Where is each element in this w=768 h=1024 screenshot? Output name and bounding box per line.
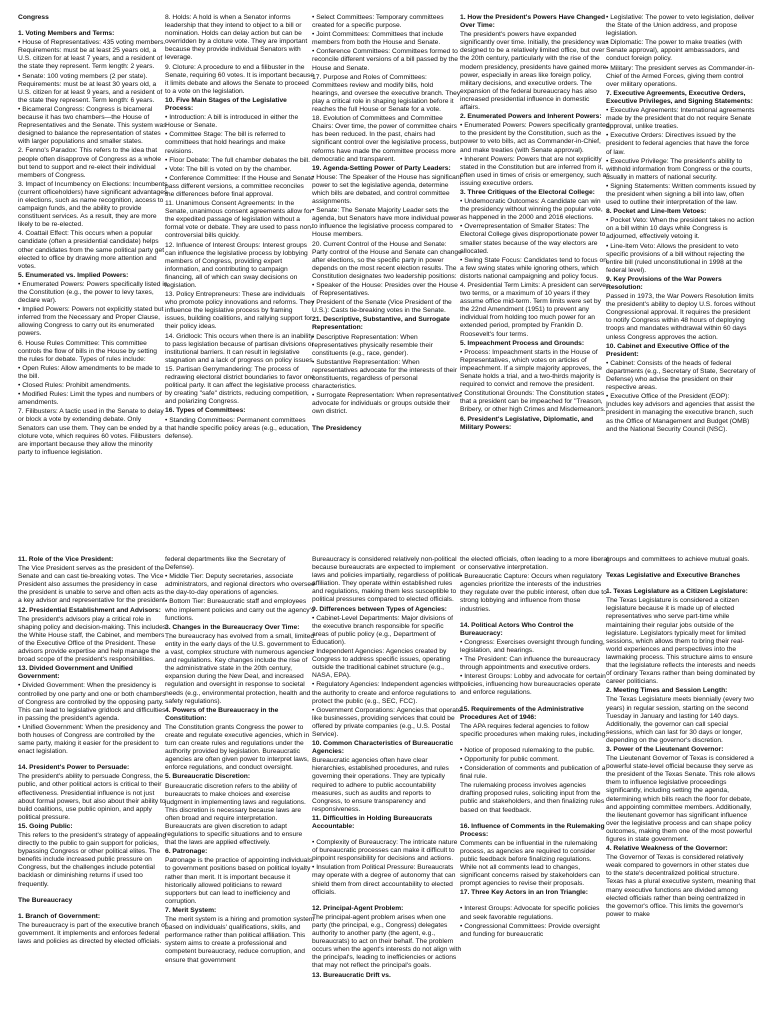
paragraph: • Senate: 100 voting members (2 per state). Requirements: must be at least 30 years old, a U.S. citizen for at least 9 years, and a resident of the state they represent. Term length: 6 years. bbox=[18, 72, 163, 104]
section-heading: 5. Bureaucratic Discretion: bbox=[165, 773, 251, 781]
paragraph: The Vice President serves as the president of the Senate and can cast tie-breaking votes. The Vice President also assumes the presidency in case the president is unable to serve and often acts as a key advisor and representative for the president. bbox=[18, 565, 167, 605]
paragraph: • Middle Tier: Deputy secretaries, associate administrators, and regional directors who oversee the day-to-day operations of agencies. bbox=[165, 573, 315, 597]
section-heading: The Bureaucracy bbox=[18, 896, 73, 904]
paragraph: • Open Rules: Allow amendments to be made to the bill. bbox=[18, 364, 161, 380]
paragraph: • Conference Committees: Committees formed to reconcile different versions of a bill passed by the House and Senate. bbox=[312, 48, 458, 72]
top-column-5 bbox=[606, 14, 756, 544]
section-heading: 17. Three Key Actors in an Iron Triangle: bbox=[460, 889, 588, 897]
paragraph: 8. Holds: A hold is when a Senator informs leadership that they intend to object to a bill or nomination. Holds can delay action but can be overridden by a cloture vote. They are important because they provide individual Senators with leverage. bbox=[165, 14, 308, 62]
paragraph: 20. Current Control of the House and Senate: Party control of the House and Senate can change after elections, so the specific party in power depends on the most recent election results. The Constitution designates two leadership positions: bbox=[312, 240, 462, 280]
section-heading: The Presidency bbox=[312, 424, 362, 432]
paragraph: • Cabinet: Consists of the heads of federal departments (e.g., Secretary of State, Secretary of Defense) who advise the president on their respective areas. bbox=[606, 359, 756, 392]
section-heading: 1. How the President's Powers Have Changed Over Time: bbox=[460, 14, 606, 30]
paragraph: The president's advisors play a critical role in shaping policy and decision-making. This includes the White House staff, the Cabinet, and members of the Executive Office of the President. These advisors provide expertise and help manage the broad scope of the president's responsibilities. bbox=[18, 615, 167, 664]
section-heading: 13. Bureaucratic Drift vs. bbox=[312, 971, 391, 979]
paragraph: • Complexity of Bureaucracy: The intricate nature of bureaucratic processes can make it difficult to pinpoint responsibility for decisions and actions. bbox=[312, 839, 458, 863]
section-heading: 12. Principal-Agent Problem: bbox=[312, 904, 404, 912]
paragraph: federal departments like the Secretary of Defense). bbox=[165, 556, 286, 572]
top-column-2 bbox=[165, 14, 315, 544]
section-heading: Congress bbox=[18, 14, 49, 21]
paragraph: • Overrepresentation of Smaller States: The Electoral College gives disproportionate power to smaller states because of the way electors are allocated. bbox=[460, 223, 606, 255]
section-heading: 2. Meeting Times and Session Length: bbox=[606, 687, 728, 695]
paragraph: 4. Presidential Term Limits: A president can serve two terms, or a maximum of 10 years if they assume office mid-term. Term limits were set by the 22nd Amendment (1951) to prevent any individual from holding too much power for an extended period, prompted by Franklin D. Roosevelt's four terms. bbox=[460, 282, 606, 338]
section-heading: 16. Influence of Comments in the Rulemaking Process: bbox=[460, 822, 605, 838]
paragraph: The principal-agent problem arises when one party (the principal, e.g., Congress) delegates authority to another party (the agent, e.g., bureaucrats) to act on their behalf. The problem occurs when the agent's interests do not align with the principal's, leading to inefficiencies or actions that may not reflect the principal's goals. bbox=[312, 913, 462, 970]
section-heading: 5. Enumerated vs. Implied Powers: bbox=[18, 271, 129, 279]
paragraph: 14. Gridlock: This occurs when there is an inability to pass legislation because of partisan divisions or institutional barriers. It can result in legislative stagnation and a lack of progress on policy issues. bbox=[165, 332, 315, 364]
paragraph: • Bureaucratic Capture: Occurs when regulatory agencies prioritize the interests of the industries they regulate over the public interest, often due to strong lobbying and influence from those industries. bbox=[460, 573, 607, 613]
section-heading: 3. Power of the Lieutenant Governor: bbox=[606, 745, 724, 753]
paragraph: • Executive Privilege: The president's ability to withhold information from Congress or the courts, usually in matters of national security. bbox=[606, 157, 753, 181]
section-heading: 19. Agenda-Setting Power of Party Leaders: bbox=[312, 164, 451, 172]
paragraph: The merit system is a hiring and promotion system based on individuals' qualifications, skills, and performance rather than political affiliation. This system aims to create a professional and competent bureaucracy, reduce corruption, and ensure that government bbox=[165, 916, 315, 964]
paragraph: • Executive Agreements: International agreements made by the president that do not require Senate approval, unlike treaties. bbox=[606, 107, 755, 131]
section-heading: 9. Key Provisions of the War Powers Resolution: bbox=[606, 275, 722, 291]
section-heading: 6. Patronage: bbox=[165, 848, 208, 856]
paragraph: • Process: Impeachment starts in the House of Representatives, which votes on articles of impeachment. If a simple majority approves, the Senate holds a trial, and a two-thirds majority is required to convict and remove the president. bbox=[460, 348, 602, 389]
paragraph: groups and committees to achieve mutual goals. bbox=[606, 556, 750, 563]
paragraph: 11. Unanimous Consent Agreements: In the Senate, unanimous consent agreements allow for the expedited passage of legislation without a formal vote or debate. They are used to pass non-controversial bills quickly. bbox=[165, 200, 314, 240]
paragraph: the elected officials, often leading to a more liberal or conservative interpretation. bbox=[460, 556, 609, 572]
paragraph: • Senate: The Senate Majority Leader sets the agenda, but Senators have more individual power to influence the legislative process compared to House members. bbox=[312, 207, 460, 239]
paragraph: 9. Cloture: A procedure to end a filibuster in the Senate, requiring 60 votes. It is important because it limits debate and allows the Senate to proceed to a vote on the legislation. bbox=[165, 63, 315, 95]
paragraph: • Signing Statements: Written comments issued by the president when signing a bill into law, often used to outline their interpretation of the law. bbox=[606, 182, 756, 207]
section-heading: 15. Going Public: bbox=[18, 822, 73, 830]
section-heading: 8. Pocket and Line-Item Vetoes: bbox=[606, 208, 707, 216]
paragraph: • Executive Orders: Directives issued by the president to federal agencies that have the force of law. bbox=[606, 132, 750, 156]
paragraph: 17. Purpose and Roles of Committees: Committees review and modify bills, hold hearings, and oversee the executive branch. They play a critical role in shaping legislation before it reaches the full House or Senate for a vote. bbox=[312, 73, 461, 114]
paragraph: • Interest Groups: Lobby and advocate for certain policies, influencing how bureaucracies operate and enforce regulations. bbox=[460, 673, 606, 697]
paragraph: The APA requires federal agencies to follow specific procedures when making rules, including: bbox=[460, 722, 608, 738]
paragraph: • Joint Committees: Committees that include members from both the House and Senate. bbox=[312, 31, 444, 47]
paragraph: 4. Coattail Effect: This occurs when a popular candidate (often a presidential candidate) helps other candidates from the same political party get elected to office by drawing more attention and votes. bbox=[18, 230, 165, 270]
paragraph: • Congress: Exercises oversight through funding, legislation, and hearings. bbox=[460, 638, 605, 654]
section-heading: 1. Texas Legislature as a Citizen Legislature: bbox=[606, 588, 748, 596]
paragraph: • House of Representatives: 435 voting members. Requirements: must be at least 25 years old, a U.S. citizen for at least 7 years, and a resident of the state they represent. Term length: 2 years. bbox=[18, 39, 166, 71]
section-heading: 14. President's Power to Persuade: bbox=[18, 764, 130, 772]
top-column-3 bbox=[312, 14, 462, 544]
section-heading: 3. Three Critiques of the Electoral College: bbox=[460, 188, 595, 196]
paragraph: Patronage is the practice of appointing individuals to government positions based on political loyalty rather than merit. It is important because it historically allowed politicians to reward supporters but can lead to inefficiency and corruption. bbox=[165, 857, 313, 905]
paragraph: • Substantive Representation: When representatives advocate for the interests of their constituents, regardless of personal characteristics. bbox=[312, 358, 457, 391]
paragraph: The bureaucracy is part of the executive branch of government. It implements and enforces federal laws and policies as directed by elected officials. bbox=[18, 921, 167, 946]
paragraph: • Consideration of comments and publication of a final rule. bbox=[460, 765, 606, 781]
section-heading: 2. Enumerated Powers and Inherent Powers: bbox=[460, 113, 602, 121]
top-column-1 bbox=[18, 14, 168, 544]
paragraph: • Bicameral Congress: Congress is bicameral because it has two chambers—the House of Representatives and the Senate. This system was designed to balance the representation of states with larger populations and smaller states. bbox=[18, 105, 167, 146]
paragraph: • Regulatory Agencies: Independent agencies with the authority to create and enforce regulations to protect the public (e.g., SEC, FCC). bbox=[312, 681, 461, 705]
top-column-4 bbox=[460, 14, 610, 544]
paragraph: The rulemaking process involves agencies drafting proposed rules, soliciting input from the public and stakeholders, and then finalizing rules based on that feedback. bbox=[460, 782, 605, 814]
paragraph: • Conference Committee: If the House and Senate pass different versions, a committee reconciles the differences before final approval. bbox=[165, 174, 314, 198]
section-heading: 1. Voting Members and Terms: bbox=[18, 30, 115, 38]
paragraph: 18. Evolution of Committees and Committee Chairs: Over time, the power of committee chairs has been reduced. In the past, chairs had significant control over the legislative process, but reforms have made the committee process more democratic and transparent. bbox=[312, 115, 460, 163]
paragraph: • Constitutional Grounds: The Constitution states that a president can be impeached for "Treason, Bribery, or other high Crimes and Misdemeanors." bbox=[460, 390, 608, 414]
paragraph: Bureaucratic discretion refers to the ability of bureaucrats to make choices and exercise judgment in implementing laws and regulations. This discretion is necessary because laws are often broad and require interpretation. Bureaucrats are given discretion to adapt regulations to specific situations and to ensure that the laws are applied effectively. bbox=[165, 782, 306, 847]
paragraph: • Interest Groups: Advocate for specific policies and seek favorable regulations. bbox=[460, 905, 600, 921]
paragraph: 7. Filibusters: A tactic used in the Senate to delay or block a vote by extending debate. Only Senators can use them. They can be ended by a cloture vote, which requires 60 votes. Filibusters are important because they allow the minority party to influence legislation. bbox=[18, 408, 164, 456]
section-heading: 3. Changes in the Bureaucracy Over Time: bbox=[165, 623, 300, 631]
section-heading: 4. Relative Weakness of the Governor: bbox=[606, 845, 728, 853]
bottom-column-3 bbox=[312, 556, 462, 1024]
paragraph: The Texas Legislature meets biennially (every two years) in regular session, starting on the second Tuesday in January and lasting for 140 days. Additionally, the governor can call special sessions, which can last for 30 days or longer, depending on the governor's discretion. bbox=[606, 696, 754, 744]
paragraph: • Select Committees: Temporary committees created for a specific purpose. bbox=[312, 14, 444, 30]
section-heading: 6. President's Legislative, Diplomatic, and Military Powers: bbox=[460, 415, 594, 431]
paragraph: 3. Impact of Incumbency on Elections: Incumbents (current officeholders) have significant advantages in elections, such as name recognition, access to campaign funds, and the ability to provide constituent services. As a result, they are more likely to be re-elected. bbox=[18, 180, 168, 229]
paragraph: • Independent Agencies: Agencies created by Congress to address specific issues, operating outside the traditional cabinet structure (e.g., NASA, EPA). bbox=[312, 648, 451, 680]
paragraph: Bureaucratic agencies often have clear hierarchies, established procedures, and rules governing their operations. They are typically required to adhere to public accountability measures, such as audits and reports to Congress, to ensure transparency and responsiveness. bbox=[312, 757, 449, 813]
paragraph: • The President: Can influence the bureaucracy through appointments and executive orders. bbox=[460, 656, 601, 672]
paragraph: 13. Policy Entrepreneurs: These are individuals who promote policy innovations and reforms. They influence the legislative process by framing issues, building coalitions, and rallying support for their policy ideas. bbox=[165, 291, 315, 331]
paragraph: The Constitution grants Congress the power to create and regulate executive agencies, which in turn can create rules and regulations under the authority provided by legislation. Bureaucratic agencies are often given power to interpret laws, enforce regulations, and conduct oversight. bbox=[165, 723, 310, 772]
section-heading: 1. Branch of Government: bbox=[18, 912, 101, 920]
paragraph: • Descriptive Representation: When representatives physically resemble their constituents (e.g., race, gender). bbox=[312, 333, 433, 357]
section-heading: 7. Executive Agreements, Executive Orders, Executive Privileges, and Signing Statements: bbox=[606, 89, 753, 105]
paragraph: • Introduction: A bill is introduced in either the House or Senate. bbox=[165, 114, 299, 130]
paragraph: • Surrogate Representation: When representatives advocate for individuals or groups outside their own district. bbox=[312, 392, 462, 416]
paragraph: • Enumerated Powers: Powers specifically listed in the Constitution (e.g., the power to levy taxes, declare war). bbox=[18, 280, 168, 305]
section-heading: 12. Presidential Establishment and Advisors: bbox=[18, 606, 161, 614]
section-heading: 15. Requirements of the Administrative Procedures Act of 1946: bbox=[460, 705, 584, 721]
section-heading: 4. Powers of the Bureaucracy in the Constitution: bbox=[165, 706, 279, 722]
paragraph: • Swing State Focus: Candidates tend to focus on a few swing states while ignoring others, which distorts national campaigning and policy focus. bbox=[460, 256, 607, 280]
paragraph: • Speaker of the House: Presides over the House of Representatives. bbox=[312, 282, 458, 298]
paragraph: The Lieutenant Governor of Texas is considered a powerful state-level official because they serve as the president of the Texas Senate. This role allows them to influence legislative proceedings significantly, including setting the agenda, determining which bills reach the floor for debate, and appointing committee members. Additionally, the lieutenant governor has significant influence over the legislative process and can shape policy outcomes, making them one of the most powerful figures in state government. bbox=[606, 755, 756, 843]
paragraph: Passed in 1973, the War Powers Resolution limits the president's ability to deploy U.S. forces without Congressional approval. It requires the president to notify Congress within 48 hours of deploying troops and mandates withdrawal within 60 days unless Congress approves the action. bbox=[606, 293, 756, 341]
paragraph: • Unified Government: When the presidency and both houses of Congress are controlled by the same party, making it easier for the president to enact legislation. bbox=[18, 723, 162, 756]
section-heading: 11. Role of the Vice President: bbox=[18, 556, 114, 563]
paragraph: • Pocket Veto: When the president takes no action on a bill within 10 days while Congress is adjourned, effectively vetoing it. bbox=[606, 217, 755, 241]
section-heading: 21. Descriptive, Substantive, and Surrogate Representation: bbox=[312, 316, 450, 332]
section-heading: 11. Difficulties in Holding Bureaucrats Accountable: bbox=[312, 814, 433, 830]
paragraph: • Diplomatic: The power to make treaties (with Senate approval), appoint ambassadors, and conduct foreign policy. bbox=[606, 39, 743, 63]
section-heading: 7. Merit System: bbox=[165, 906, 217, 914]
bottom-column-1 bbox=[18, 556, 168, 1024]
paragraph: Comments can be influential in the rulemaking process, as agencies are required to consider public feedback before finalizing regulations. While not all comments lead to changes, significant concerns raised by stakeholders can prompt agencies to revise their proposals. bbox=[460, 839, 601, 888]
paragraph: • Line-Item Veto: Allows the president to veto specific provisions of a bill without rejecting the entire bill (ruled unconstitutional in 1998 at the federal level). bbox=[606, 242, 745, 274]
paragraph: The Governor of Texas is considered relatively weak compared to governors in other states due to the state's decentralized political structure. Texas has a plural executive system, meaning that many executive functions are divided among elected officials rather than being centralized in the governor's office. This limits the governor's power to make bbox=[606, 854, 756, 918]
paragraph: • Committee Stage: The bill is referred to committees that hold hearings and make revisions. bbox=[165, 131, 286, 155]
paragraph: • Divided Government: When the presidency is controlled by one party and one or both chambers of Congress are controlled by the opposing party. This can lead to legislative gridlock and difficulties in passing the president's agenda. bbox=[18, 682, 166, 722]
paragraph: • Cabinet-Level Departments: Major divisions of the executive branch responsible for specific areas of public policy (e.g., Department of Education). bbox=[312, 614, 453, 646]
paragraph: 6. House Rules Committee: This committee controls the flow of bills in the House by setting the rules for debate. Types of rules include: bbox=[18, 339, 158, 363]
paragraph: • Inherent Powers: Powers that are not explicitly stated in the Constitution but are inferred from it, often used in times of crisis or emergency, such as issuing executive orders. bbox=[460, 155, 610, 187]
paragraph: • Congressional Committees: Provide oversight and funding for bureaucratic bbox=[460, 922, 600, 938]
paragraph: • House: The Speaker of the House has significant power to set the legislative agenda, determine which bills are debated, and control committee assignments. bbox=[312, 173, 462, 206]
paragraph: • Opportunity for public comment. bbox=[460, 755, 559, 763]
paragraph: • Enumerated Powers: Powers specifically granted to the president by the Constitution, such as the power to veto bills, act as Commander-in-Chief, and make treaties (with Senate approval). bbox=[460, 122, 610, 154]
paragraph: The president's ability to persuade Congress, the public, and other political actors is critical to their effectiveness. Presidential influence is not just about formal powers, but also about their ability to build coalitions, use public opinion, and apply political pressure. bbox=[18, 773, 166, 821]
paragraph: Bureaucracy is considered relatively non-political because bureaucrats are expected to implement laws and policies impartially, regardless of political affiliation. They operate within established rules and regulations, making them less susceptible to political pressures compared to elected officials. bbox=[312, 556, 461, 604]
paragraph: The bureaucracy has evolved from a small, limited entity in the early days of the U.S. government to a vast, complex structure with numerous agencies and regulations. Key changes include the rise of the administrative state in the 20th century, expansion during the New Deal, and increased regulation and oversight in response to societal needs (e.g., environmental protection, health and safety regulations). bbox=[165, 632, 315, 705]
paragraph: • Bottom Tier: Bureaucratic staff and employees who implement policies and carry out the agency's functions. bbox=[165, 598, 315, 622]
paragraph: • President of the Senate (Vice President of the U.S.): Casts tie-breaking votes in the Senate. bbox=[312, 299, 452, 315]
paragraph: The Texas Legislature is considered a citizen legislature because it is made up of elected representatives who serve part-time while maintaining their regular jobs outside of the legislature. Legislators typically meet for limited sessions, which allows them to bring their real-world experiences and perspectives into the lawmaking process. This structure aims to ensure that the legislature reflects the interests and needs of ordinary Texans rather than being dominated by career politicians. bbox=[606, 597, 756, 686]
section-heading: 10. Cabinet and Executive Office of the President: bbox=[606, 342, 730, 358]
section-heading: 5. Impeachment Process and Grounds: bbox=[460, 339, 585, 347]
paragraph: • Standing Committees: Permanent committees that handle specific policy areas (e.g., education, defense). bbox=[165, 416, 310, 440]
paragraph: 15. Partisan Gerrymandering: The process of redrawing electoral district boundaries to favor one political party. It can affect the legislative process by creating "safe" districts, reducing competition, and polarizing Congress. bbox=[165, 365, 315, 406]
paragraph: The president's powers have expanded significantly over time. Initially, the presidency was designed to be a relatively limited office, but over the 20th century, particularly with the rise of the modern presidency, presidents have gained more power, especially in areas like foreign policy, military decisions, and executive orders. The expansion of the federal bureaucracy has also increased presidential influence in domestic affairs. bbox=[460, 31, 609, 112]
section-heading: 13. Divided Government and Unified Government: bbox=[18, 665, 133, 681]
paragraph: This refers to the president's strategy of appealing directly to the public to gain support for policies, bypassing Congress or other political elites. The benefits include increased public pressure on Congress, but the challenges include potential backlash or diminishing returns if used too frequently. bbox=[18, 832, 167, 888]
paragraph: 12. Influence of Interest Groups: Interest groups can influence the legislative process by lobbying members of Congress, providing expert information, and contributing to campaign financing, all of which can sway decisions on legislation. bbox=[165, 241, 308, 289]
paragraph: • Modified Rules: Limit the types and numbers of amendments. bbox=[18, 391, 162, 407]
paragraph: • Floor Debate: The full chamber debates the bill. bbox=[165, 156, 310, 164]
section-heading: Texas Legislative and Executive Branches bbox=[606, 572, 741, 580]
bottom-column-5 bbox=[606, 556, 756, 1024]
section-heading: 10. Five Main Stages of the Legislative Process: bbox=[165, 96, 287, 113]
paragraph: • Vote: The bill is voted on by the chamber. bbox=[165, 165, 292, 173]
paragraph: • Government Corporations: Agencies that operate like businesses, providing services that could be offered by private companies (e.g., U.S. Postal Service). bbox=[312, 706, 462, 738]
paragraph: • Legislative: The power to veto legislation, deliver the State of the Union address, and propose legislation. bbox=[606, 14, 754, 38]
paragraph: • Executive Office of the President (EOP): Includes key advisors and agencies that assist the president in managing the executive branch, such as the Office of Management and Budget (OMB) and the National Security Council (NSC). bbox=[606, 393, 755, 433]
section-heading: 14. Political Actors Who Control the Bureaucracy: bbox=[460, 621, 574, 637]
paragraph: • Undemocratic Outcomes: A candidate can win the presidency without winning the popular vote, as happened in the 2000 and 2016 elections. bbox=[460, 198, 603, 222]
paragraph: • Military: The president serves as Commander-in-Chief of the Armed Forces, giving them control over military operations. bbox=[606, 64, 755, 88]
paragraph: 2. Fenno's Paradox: This refers to the idea that people often disapprove of Congress as a whole but tend to support and re-elect their individual members of Congress. bbox=[18, 147, 162, 179]
bottom-column-4 bbox=[460, 556, 610, 1024]
bottom-column-2 bbox=[165, 556, 315, 1024]
paragraph: • Implied Powers: Powers not explicitly stated but inferred from the Necessary and Proper Clause, allowing Congress to carry out its enumerated powers. bbox=[18, 306, 164, 338]
paragraph: • Insulation from Political Pressure: Bureaucrats may operate with a degree of autonomy that can shield them from direct accountability to elected officials. bbox=[312, 864, 456, 896]
section-heading: 9. Differences between Types of Agencies: bbox=[312, 605, 447, 613]
section-heading: 16. Types of Committees: bbox=[165, 407, 246, 415]
section-heading: 10. Common Characteristics of Bureaucratic Agencies: bbox=[312, 740, 454, 756]
paragraph: • Closed Rules: Prohibit amendments. bbox=[18, 382, 131, 390]
paragraph: • Notice of proposed rulemaking to the public. bbox=[460, 746, 595, 754]
